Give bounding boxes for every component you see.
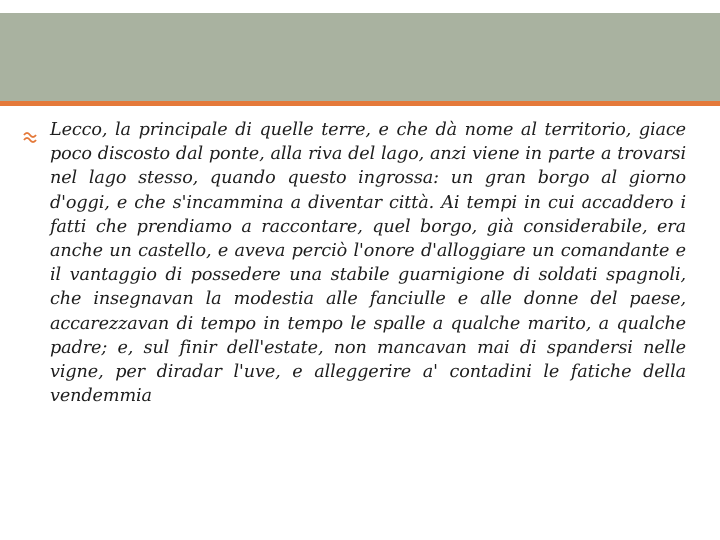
header-accent-line: [0, 101, 720, 106]
body-paragraph: Lecco, la principale di quelle terre, e che dà nome al territorio, giace poco discosto dal ponte, alla riva del lago, anzi viene in parte a trovarsi nel lago stesso, quando questo ingrossa: un gran borgo al giorno d'oggi, e che s'incammina a diventar città. Ai tempi in cui accaddero i fatti che prendiamo a raccontare, quel borgo, già considerabile, era anche un castello, e aveva perciò l'onore d'alloggiare un comandante e il vantaggio di possedere una stabile guarnigione di soldati spagnoli, che insegnavan la modestia alle fanciulle e alle donne del paese, accarezzavan di tempo in tempo le spalle a qualche marito, a qualche padre; e, sul finir dell'estate, non mancavan mai di spandersi nelle vigne, per diradar l'uve, e alleggerire a' contadini le fatiche della vendemmia: [50, 120, 686, 407]
wave-bullet-icon: [22, 129, 40, 147]
header-band: [0, 13, 720, 101]
